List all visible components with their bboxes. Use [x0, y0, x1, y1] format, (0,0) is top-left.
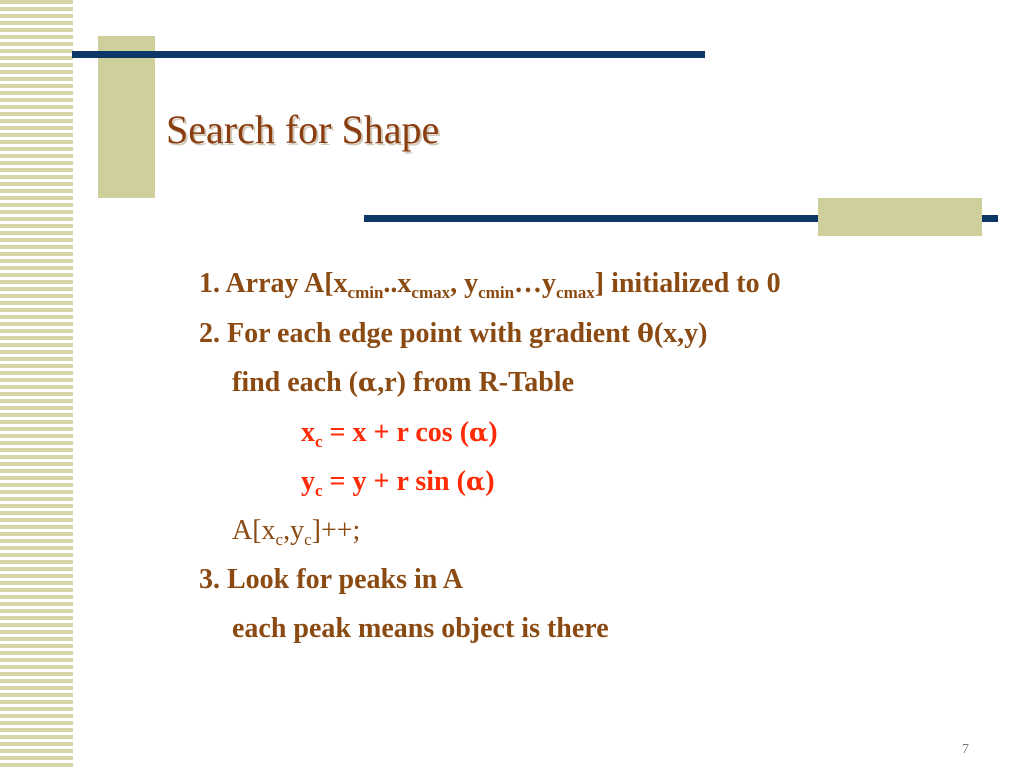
- xc-var: x: [301, 417, 315, 448]
- find-suffix: ,r) from R-Table: [377, 367, 575, 398]
- step-2-suffix: (x,y): [653, 318, 708, 349]
- xc-formula-line: [301, 417, 498, 451]
- yc-formula-line: [301, 466, 495, 500]
- step-1-mid-3: …y: [514, 268, 557, 299]
- accumulator-sub-y: c: [304, 530, 312, 549]
- step-1-line: [199, 268, 781, 302]
- step-2-prefix: 2. For each edge point with gradient: [199, 318, 638, 349]
- accumulator-prefix: A[x: [232, 515, 276, 546]
- find-prefix: find each (: [232, 367, 358, 398]
- yc-close-paren: ): [485, 466, 495, 497]
- alpha-symbol: α: [469, 418, 489, 447]
- find-r-table-line: [232, 369, 574, 397]
- xc-subscript: c: [315, 432, 323, 451]
- alpha-symbol: α: [465, 467, 486, 496]
- xc-close-paren: ): [488, 417, 498, 448]
- alpha-symbol: α: [358, 368, 378, 397]
- subscript-cmin: cmin: [347, 283, 384, 302]
- accumulator-sub-x: c: [275, 530, 284, 549]
- yc-expression: = y + r sin (: [322, 466, 466, 497]
- theta-symbol: θ: [637, 319, 654, 348]
- step-1-prefix: 1. Array A[x: [199, 268, 348, 299]
- step-1-mid-2: , y: [450, 268, 479, 299]
- yc-var: y: [301, 466, 315, 497]
- step-3-line: 3. Look for peaks in A: [199, 564, 463, 595]
- step-1-suffix: ] initialized to 0: [594, 268, 781, 299]
- peak-meaning-line: each peak means object is there: [232, 613, 609, 644]
- step-1-mid-1: ..x: [383, 268, 412, 299]
- accumulator-mid: ,y: [283, 515, 305, 546]
- step-2-line: [199, 320, 707, 348]
- accumulator-suffix: ]++;: [311, 515, 361, 546]
- accumulator-increment-line: [232, 515, 361, 549]
- yc-subscript: c: [315, 481, 323, 500]
- subscript-cmax: cmax: [411, 283, 451, 302]
- slide-number: 7: [962, 742, 969, 757]
- subscript-cmax: cmax: [556, 283, 595, 302]
- subscript-cmin: cmin: [478, 283, 515, 302]
- slide-title: Search for Shape: [166, 107, 440, 152]
- xc-expression: = x + r cos (: [322, 417, 470, 448]
